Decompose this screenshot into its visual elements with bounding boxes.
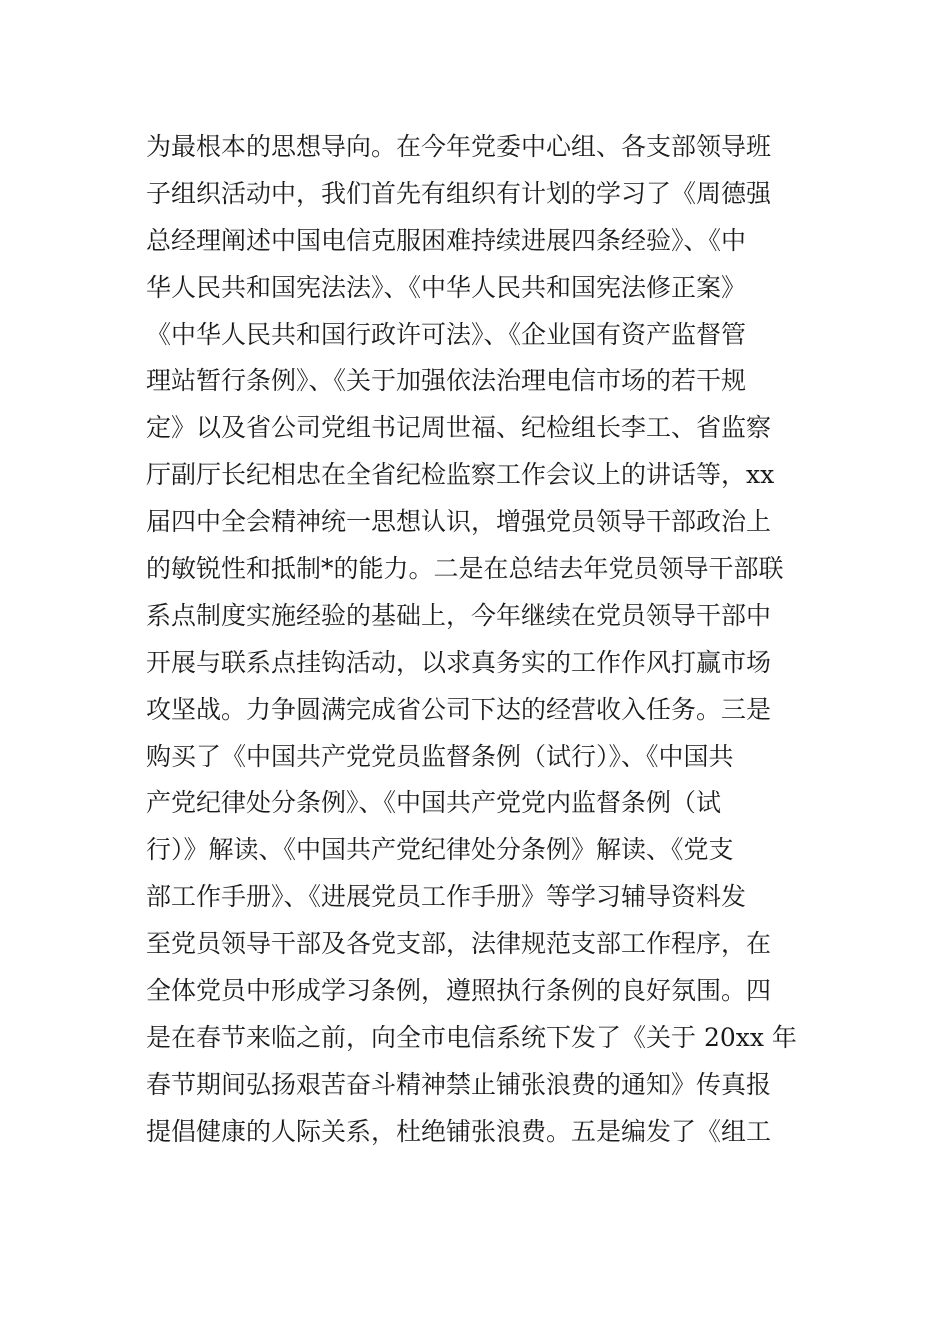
text-line: 春节期间弘扬艰苦奋斗精神禁止铺张浪费的通知》传真报 (146, 1069, 772, 1099)
text-line: 为最根本的思想导向。在今年党委中心组、各支部领导班 (146, 132, 772, 161)
text-line: 届四中全会精神统一思想认识，增强党员领导干部政治上 (146, 507, 772, 537)
text-line: 的敏锐性和抵制*的能力。二是在总结去年党员领导干部联 (146, 554, 784, 584)
text-line: 华人民共和国宪法法》、《中华人民共和国宪法修正案》 (146, 272, 747, 302)
text-line: 攻坚战。力争圆满完成省公司下达的经营收入任务。三是 (146, 694, 772, 724)
text-line: 全体党员中形成学习条例，遵照执行条例的良好氛围。四 (146, 976, 772, 1006)
text-line: 系点制度实施经验的基础上，今年继续在党员领导干部中 (146, 600, 772, 630)
text-line: 理站暂行条例》、《关于加强依法治理电信市场的若干规 (146, 366, 747, 396)
text-line: 子组织活动中，我们首先有组织有计划的学习了《周德强 (146, 178, 772, 208)
text-line: 行）》解读、《中国共产党纪律处分条例》解读、《党支 (146, 835, 734, 865)
text-line: 至党员领导干部及各党支部，法律规范支部工作程序，在 (146, 929, 772, 959)
text-line: 提倡健康的人际关系，杜绝铺张浪费。五是编发了《组工 (146, 1116, 772, 1146)
text-line: 总经理阐述中国电信克服困难持续进展四条经验》、《中 (146, 225, 747, 255)
text-line: 部工作手册》、《进展党员工作手册》等学习辅导资料发 (146, 882, 747, 912)
text-line: 定》以及省公司党组书记周世福、纪检组长李工、省监察 (146, 413, 772, 443)
text-line: 是在春节来临之前，向全市电信系统下发了《关于 20xx 年 (146, 1022, 797, 1052)
text-line: 《中华人民共和国行政许可法》、《企业国有资产监督管 (146, 319, 747, 349)
text-line: 开展与联系点挂钩活动，以求真务实的工作作风打赢市场 (146, 647, 772, 677)
text-line: 购买了《中国共产党党员监督条例（试行）》、《中国共 (146, 741, 734, 771)
text-line: 产党纪律处分条例》、《中国共产党党内监督条例（试 (146, 788, 722, 818)
body-text (146, 124, 816, 1156)
text-line: 厅副厅长纪相忠在全省纪检监察工作会议上的讲话等，xx (146, 460, 775, 490)
